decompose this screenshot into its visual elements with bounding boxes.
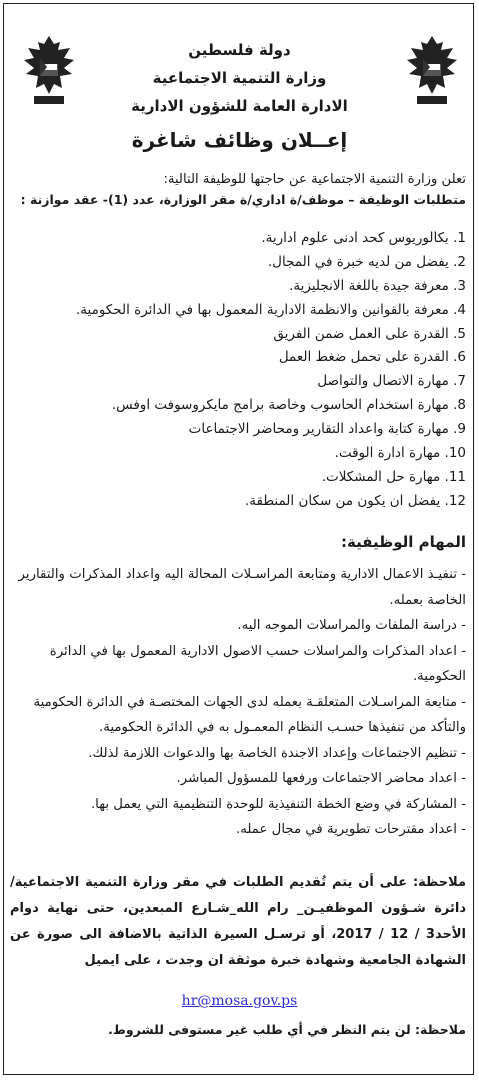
list-item: 9. مهارة كتابة واعداد التقارير ومحاضر الاجتماعات xyxy=(188,421,466,438)
state-name: دولة فلسطين xyxy=(188,41,291,59)
list-item: 10. مهارة ادارة الوقت. xyxy=(334,445,466,462)
department-name: الادارة العامة للشؤون الادارية xyxy=(131,97,348,115)
list-item: - اعداد المذكرات والمراسلات حسب الاصول الادارية المعمول بها في الدائرة الحكومية. xyxy=(49,643,466,684)
list-item: - دراسة الملفات والمراسلات الموجه اليه. xyxy=(237,618,466,633)
tasks-heading: المهام الوظيفية: xyxy=(340,533,466,551)
tasks-list xyxy=(10,562,466,843)
list-item: - متابعة المراسـلات المتعلقـة بعمله لدى الجهات المختصـة في الدائرة الحكومية والتأكد من تنفيذها حسـب النظام المعمـول به في الدائرة الحكومية. xyxy=(33,694,466,735)
email-link[interactable]: hr@mosa.gov.ps xyxy=(181,993,298,1009)
list-item: 12. يفضل ان يكون من سكان المنطقة. xyxy=(245,492,466,509)
list-item: - اعداد محاضر الاجتماعات ورفعها للمسؤول المباشر. xyxy=(176,771,466,786)
list-item: - اعداد مقترحات تطويرية في مجال عمله. xyxy=(236,822,466,837)
application-note: ملاحظة: على أن يتم تُقديم الطلبات في مقر وزارة التنمية الاجتماعية/ دائرة شـؤون الموظفيـن_ رام الله_شـارع المبعدين، حتى نهاية دوام الأحد3 / 12 / 2017، أو ترسـل السيرة الذاتية بالاضافة الى صورة عن الشهادة الجامعية وشهادة خبرة موثقة ان وجدت ، على ايميل xyxy=(10,875,466,968)
list-item: 6. القدرة على تحمل ضغط العمل xyxy=(278,349,466,366)
list-item: - تنفيـذ الاعمال الادارية ومتابعة المراسـلات المحالة اليه واعداد المذكرات والتقارير الخاصة بعمله. xyxy=(18,567,466,608)
list-item: - تنظيم الاجتماعات وإعداد الاجندة الخاصة بها والدعوات اللازمة لذلك. xyxy=(88,745,466,761)
announcement-title: إعــلان وظائف شاغرة xyxy=(131,128,348,152)
list-item: 8. مهارة استخدام الحاسوب وخاصة برامج مايكروسوفت اوفس. xyxy=(111,397,466,414)
palestine-eagle-emblem-icon xyxy=(403,32,461,112)
intro-block xyxy=(10,170,466,210)
list-item: 5. القدرة على العمل ضمن الفريق xyxy=(273,325,466,342)
list-item: 2. يفضل من لديه خبرة في المجال. xyxy=(267,253,466,270)
requirements-heading: متطلبات الوظيفة – موظف/ة اداري/ة مقر الوزارة، عدد (1)- عقد موازنة : xyxy=(20,192,466,207)
list-item: - المشاركة في وضع الخطة التنفيذية للوحدة التنظيمية التي يعمل بها. xyxy=(90,796,466,812)
list-item: 3. معرفة جيدة باللغة الانجليزية. xyxy=(289,277,466,294)
list-item: 1. بكالوريوس كحد ادنى علوم ادارية. xyxy=(261,230,466,246)
conditions-note: ملاحظة: لن يتم النظر في أي طلب غير مستوفى للشروط. xyxy=(108,1022,466,1037)
list-item: 4. معرفة بالقوانين والانظمة الادارية المعمول بها في الدائرة الحكومية. xyxy=(76,301,466,318)
ministry-name: وزارة التنمية الاجتماعية xyxy=(152,69,327,87)
intro-text: تعلن وزارة التنمية الاجتماعية عن حاجتها للوظيفة التالية: xyxy=(163,172,466,187)
palestine-eagle-emblem-icon xyxy=(20,32,78,112)
email-row xyxy=(0,990,479,1009)
list-item: 7. مهارة الاتصال والتواصل xyxy=(317,373,466,390)
requirements-list xyxy=(10,226,466,513)
letterhead xyxy=(90,36,389,120)
list-item: 11. مهارة حل المشكلات. xyxy=(321,468,466,485)
